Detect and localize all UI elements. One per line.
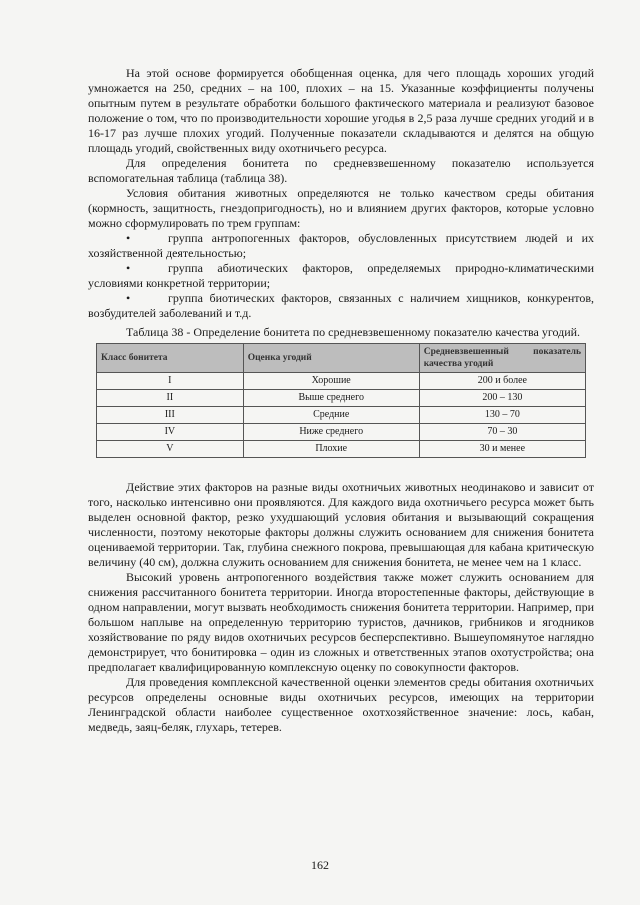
paragraph: Действие этих факторов на разные виды охотничьих животных неодинаково и зависит от того, насколько интенсивно они проявляются. Для каждого вида охотничьего ресурса может быть выделен основной фактор, резко ухудшающий условия обитания и вызывающий сокращения численности, поэтому некоторые факторы должны служить основанием для снижения бонитета оцениваемой территории. Так, глубина снежного покрова, превышающая для кабана критическую величину (40 см), должна служить основанием для снижения бонитета, не менее чем на 1 класс. <box>88 480 594 569</box>
table-cell: Ниже среднего <box>243 424 419 441</box>
table-cell: III <box>97 407 244 424</box>
list-item <box>88 291 594 321</box>
paragraph: Для проведения комплексной качественной оценки элементов среды обитания охотничьих ресурсов определены основные виды охотничьих ресурсов, имеющих на территории Ленинградской области наиболее существенное охотхозяйственное значение: лось, кабан, медведь, заяц-беляк, глухарь, тетерев. <box>88 675 594 734</box>
table-cell: 130 – 70 <box>419 407 585 424</box>
table-cell: II <box>97 390 244 407</box>
column-header: Оценка угодий <box>243 344 419 373</box>
table-cell: 30 и менее <box>419 441 585 458</box>
bullet-icon: • <box>126 291 131 305</box>
table-cell: Плохие <box>243 441 419 458</box>
table-cell: Выше среднего <box>243 390 419 407</box>
section-after-table <box>88 480 594 735</box>
table-cell: 200 и более <box>419 373 585 390</box>
table-cell: 200 – 130 <box>419 390 585 407</box>
table-row <box>97 390 586 407</box>
table-cell: 70 – 30 <box>419 424 585 441</box>
paragraph: Условия обитания животных определяются не только качеством среды обитания (кормность, защитность, гнездопригодность), но и влиянием других факторов, которые условно можно сформулировать по трем группам: <box>88 186 594 230</box>
table-row <box>97 407 586 424</box>
bonitet-table <box>96 343 586 458</box>
column-header: Средневзвешенный показатель качества угодий <box>419 344 585 373</box>
page-number: 162 <box>311 858 329 872</box>
table-cell: Хорошие <box>243 373 419 390</box>
list-item-text: группа биотических факторов, связанных с наличием хищников, конкурентов, возбудителей заболеваний и т.д. <box>88 291 594 320</box>
table-row <box>97 441 586 458</box>
table-cell: I <box>97 373 244 390</box>
factor-list <box>88 231 594 321</box>
paragraph: На этой основе формируется обобщенная оценка, для чего площадь хороших угодий умножается на 250, средних – на 100, плохих – на 15. Указанные коэффициенты получены опытным путем в результате обработки большого фактического материала и реализуют базовое положение о том, что по производительности хорошие угодья в 2,5 раза лучше средних угодий и в 16-17 раз лучше плохих угодий. Полученные показатели складываются и делятся на общую площадь угодий, свойственных виду охотничьего ресурса. <box>88 66 594 155</box>
paragraph: Высокий уровень антропогенного воздействия также может служить основанием для снижения рассчитанного бонитета территории. Иногда второстепенные факторы, действующие в одном направлении, могут вызвать необходимость снижения бонитета территории. Например, при большом наплыве на определенную территорию туристов, дачников, грибников и ягодников хозяйствование по ряду видов охотничьих ресурсов бесперспективно. Вышеупомянутое наглядно демонстрирует, что бонитировка – один из сложных и ответственных этапов охотустройства; она предполагает квалифицированную комплексную оценку по совокупности факторов. <box>88 570 594 674</box>
table-caption: Таблица 38 - Определение бонитета по средневзвешенному показателю качества угодий. <box>126 325 581 339</box>
table-cell: V <box>97 441 244 458</box>
list-item <box>88 261 594 291</box>
column-header: Класс бонитета <box>97 344 244 373</box>
page-content <box>88 66 594 735</box>
list-item-text: группа антропогенных факторов, обусловленных присутствием людей и их хозяйственной деятельностью; <box>88 231 594 260</box>
table-row <box>97 373 586 390</box>
bullet-icon: • <box>126 231 131 245</box>
table-header-row <box>97 344 586 373</box>
list-item <box>88 231 594 261</box>
table-cell: Средние <box>243 407 419 424</box>
list-item-text: группа абиотических факторов, определяемых природно-климатическими условиями конкретной территории; <box>88 261 594 290</box>
table-row <box>97 424 586 441</box>
paragraph: Для определения бонитета по средневзвешенному показателю используется вспомогательная таблица (таблица 38). <box>88 156 594 185</box>
table-cell: IV <box>97 424 244 441</box>
bullet-icon: • <box>126 261 131 275</box>
